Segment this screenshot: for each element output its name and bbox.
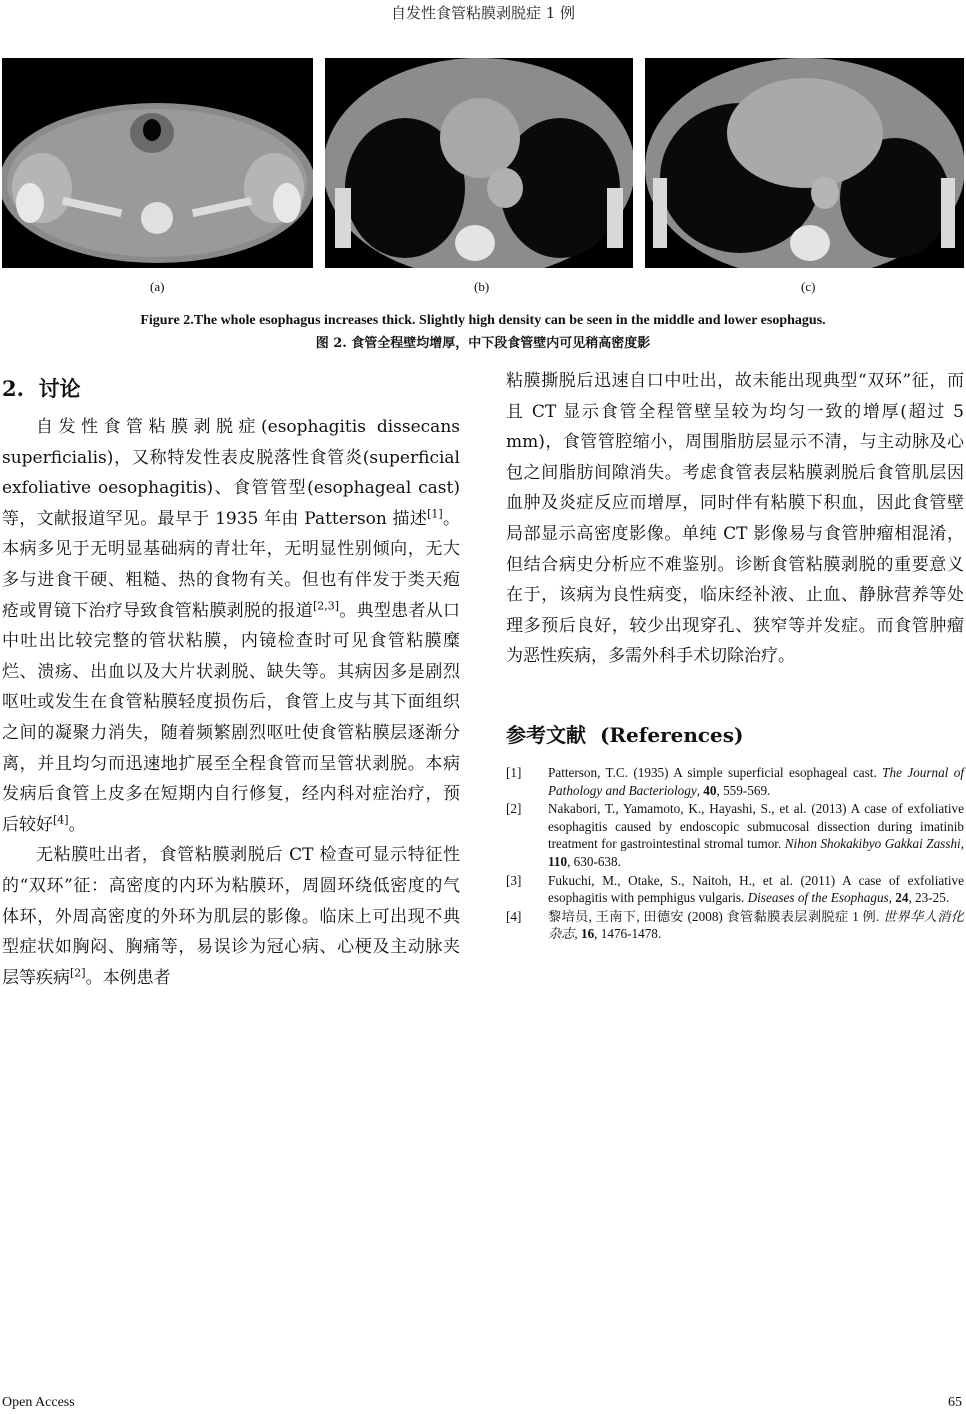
reference-text: Fukuchi, M., Otake, S., Naitoh, H., et al. (2011) A case of exfoliative esophagitis with pemphigus vulgaris. Diseases of the Esophagus, 24, 23-25.: [548, 872, 964, 906]
paragraph-3: 粘膜撕脱后迅速自口中吐出，故未能出现典型“双环”征，而且 CT 显示食管全程管壁呈较为均匀一致的增厚(超过 5 mm)，食管管腔缩小，周围脂肪层显示不清，与主动脉及心包之间脂肪间隙消失。考虑食管表层粘膜剥脱后食管肌层因血肿及炎症反应而增厚，同时伴有粘膜下积血，因此食管壁局部显示高密度影像。单纯 CT 影像易与食管肿瘤相混淆，但结合病史分析应不难鉴别。诊断食管粘膜剥脱的重要意义在于，该病为良性病变，临床经补液、止血、静脉营养等处理多预后良好，较少出现穿孔、狭窄等并发症。而食管肿瘤为恶性疾病，多需外科手术切除治疗。: [506, 371, 964, 667]
section-number: 2.: [2, 376, 24, 401]
left-column: [2, 366, 460, 993]
reference-volume: 24: [895, 890, 909, 906]
panel-label-c: (c): [801, 279, 816, 294]
reference-item: [506, 872, 964, 907]
figure-caption-zh: 图 2. 食管全程壁均增厚，中下段食管壁内可见稍高密度影: [315, 336, 651, 351]
p1-text-c: 。典型患者从口中吐出比较完整的管状粘膜，内镜检查时可见食管粘膜糜烂、溃疡、出血以及大片状剥脱、缺失等。其病因多是剧烈呕吐或发生在食管粘膜轻度损伤后，食管上皮与其下面组织之间的凝聚力消失，随着频繁剧烈呕吐使食管粘膜层逐渐分离，并且均匀而迅速地扩展至全程食管而呈管状剥脱。本病发病后食管上皮多在短期内自行修复，经内科对症治疗，预后较好: [2, 600, 461, 835]
p1-text-a: 自发性食管粘膜剥脱症(esophagitis dissecans superficialis)，又称特发性表皮脱落性食管炎(superficial exfoliative oesophagitis)、食管管型(esophageal cast)等，文献报道罕见。最早于 1935 年由 Patterson 描述: [2, 417, 460, 529]
p1-text-b: 。本病多见于无明显基础病的青壮年，无明显性别倾向，无大多与进食干硬、粗糙、热的食物有关。但也有伴发于类天疱疮或胃镜下治疗导致食管粘膜剥脱的报道: [2, 508, 461, 621]
reference-text: 黎培员, 王南下, 田德安 (2008) 食管黏膜表层剥脱症 1 例. 世界华人消化杂志, 16, 1476-1478.: [548, 908, 964, 942]
reference-text: Patterson, T.C. (1935) A simple superficial esophageal cast. The Journal of Pathology and Bacteriology, 40, 559-569.: [548, 764, 964, 798]
page-number: 65: [948, 1395, 962, 1410]
panel-label-a: (a): [150, 279, 165, 294]
reference-number: [4]: [506, 908, 522, 924]
reference-journal: Diseases of the Esophagus: [747, 890, 889, 906]
reference-list: [506, 764, 964, 943]
reference-item: [506, 908, 964, 943]
citation-2: [2]: [70, 966, 86, 980]
citation-2-3: [2,3]: [312, 598, 340, 612]
reference-volume: 40: [703, 782, 717, 798]
paragraph-2: [2, 840, 460, 993]
ct-image-a: [2, 58, 313, 268]
citation-4: [4]: [53, 813, 69, 827]
p1-text-d: 。: [68, 814, 86, 835]
running-head: 自发性食管粘膜剥脱症 1 例: [390, 4, 576, 22]
right-column: [506, 366, 964, 944]
paragraph-1: [2, 412, 460, 840]
references-title-en: (References): [599, 722, 744, 747]
reference-journal: Nihon Shokakibyo Gakkai Zasshi: [784, 836, 961, 852]
reference-volume: 110: [548, 853, 568, 869]
ct-image-b: [325, 58, 633, 268]
reference-journal: The Journal of Pathology and Bacteriology: [548, 764, 964, 798]
ct-image-c: [645, 58, 964, 268]
section-title: 讨论: [38, 376, 81, 401]
p2-text-a: 无粘膜吐出者，食管粘膜剥脱后 CT 检查可显示特征性的“双环”征：高密度的内环为粘膜环，周圆环绕低密度的气体环，外周高密度的外环为肌层的影像。临床上可出现不典型症状如胸闷、胸痛等，易误诊为冠心病、心梗及主动脉夹层等疾病: [2, 845, 460, 988]
reference-journal: 世界华人消化杂志: [548, 908, 964, 942]
references-title-zh: 参考文献: [506, 722, 586, 747]
figure-caption-en: Figure 2.The whole esophagus increases thick. Slightly high density can be seen in the middle and lower esophagus.: [140, 313, 826, 328]
reference-item: [506, 800, 964, 870]
citation-1: [1]: [427, 507, 443, 521]
footer-open-access: Open Access: [2, 1395, 75, 1410]
reference-volume: 16: [580, 926, 595, 942]
section-heading: [2, 374, 460, 404]
reference-number: [1]: [506, 764, 522, 780]
p2-text-b: 。本例患者: [85, 967, 171, 988]
reference-number: [3]: [506, 872, 522, 888]
reference-text: Nakabori, T., Yamamoto, K., Hayashi, S., et al. (2013) A case of exfoliative esophagitis caused by endoscopic submucosal dissection during imatinib treatment for gastrointestinal stromal tumor. Nihon Shokakibyo Gakkai Zasshi, 110, 630-638.: [548, 801, 965, 869]
panel-label-b: (b): [474, 279, 490, 294]
reference-item: [506, 764, 964, 799]
reference-number: [2]: [506, 801, 522, 817]
references-heading: [506, 720, 964, 750]
